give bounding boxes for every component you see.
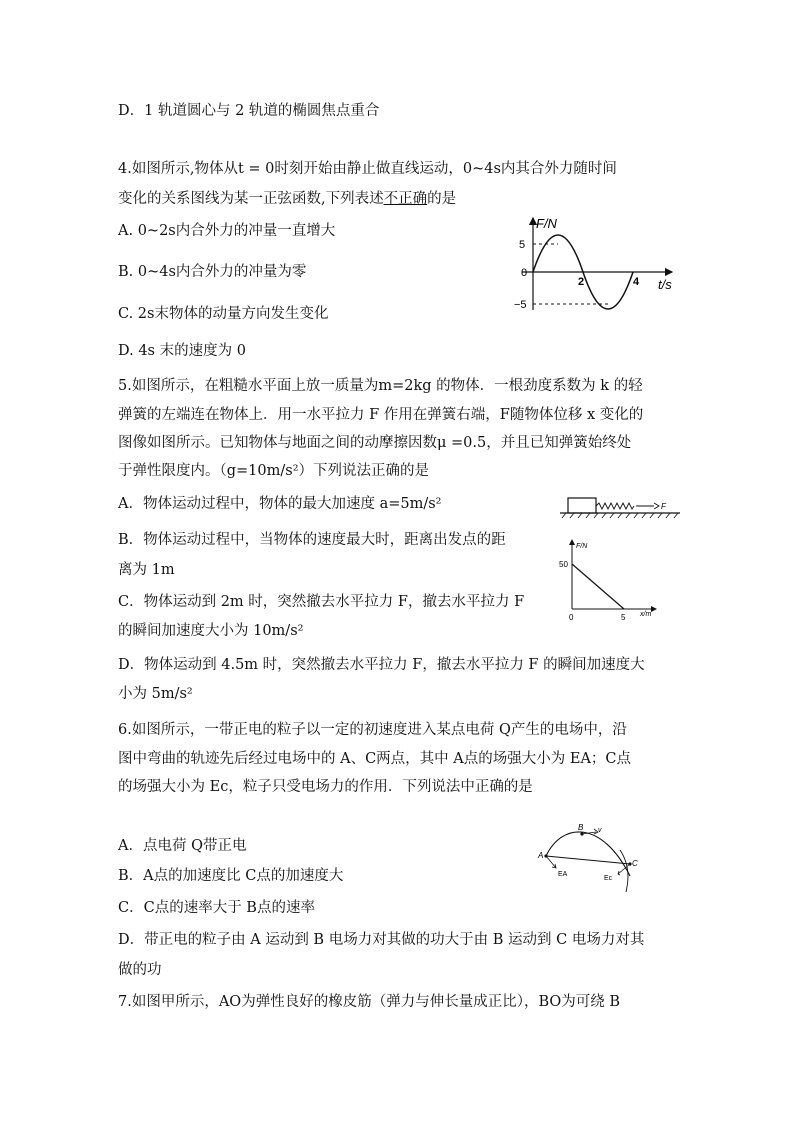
q6-option-d-line-1: D．带正电的粒子由 A 运动到 B 电场力对其做的功大于由 B 运动到 C 电场力对其 [118,932,645,948]
q5-option-a: A．物体运动过程中，物体的最大加速度 a=5m/s² [118,496,442,512]
q5-graph-x-zero: 0 [569,613,574,622]
q6-option-c: C．C点的速率大于 B点的速率 [118,900,315,916]
q4-graph-x-mid: 2 [578,276,585,288]
q6-label-c: C [632,859,638,868]
q5-graph-y-top: 50 [559,560,568,569]
q4-stem-text: 变化的关系图线为某一正弦函数,下列表述 [118,191,384,207]
q4-option-b: B. 0~4s内合外力的冲量为零 [118,264,307,280]
q4-stem-underlined: 不正确 [383,191,428,207]
q4-graph-xlabel: t/s [658,277,672,292]
q5-stem-line-3: 图像如图所示。已知物体与地面之间的动摩擦因数μ =0.5，并且已知弹簧始终处 [118,435,632,451]
q5-graph-xlabel: x/m [640,611,652,618]
q4-graph-y-bottom: −5 [514,299,527,311]
q6-label-ec: Ec [604,875,613,882]
q4-stem-line-2 [118,189,456,209]
q6-option-d-line-2: 做的功 [118,962,162,978]
q5-option-c-line-1: C．物体运动到 2m 时，突然撤去水平拉力 F，撤去水平拉力 F [118,594,525,610]
q4-option-d: D. 4s 末的速度为 0 [118,343,246,359]
q4-stem-tail: 的是 [427,191,457,207]
q6-label-a: A [538,851,544,860]
q5-option-c-line-2: 的瞬间加速度大小为 10m/s² [118,623,304,639]
q5-option-b-line-1: B．物体运动过程中，当物体的速度最大时，距离出发点的距 [118,532,506,548]
q6-stem-line-1: 6.如图所示，一带正电的粒子以一定的初速度进入某点电荷 Q产生的电场中，沿 [118,722,627,738]
q5-stem-line-4: 于弹性限度内。（g=10m/s²）下列说法正确的是 [118,463,430,479]
q4-graph-x-end: 4 [633,276,640,288]
q6-trajectory-figure [532,818,642,896]
q4-graph-y-zero: 0 [521,267,528,279]
q6-label-ea: EA [558,871,568,878]
q5-spring-force-label: F [661,502,666,511]
q5-stem-line-1: 5.如图所示，在粗糙水平面上放一质量为m=2kg 的物体．一根劲度系数为 k 的轻 [118,378,643,394]
q5-graph-x-end: 5 [621,613,626,622]
q6-option-b: B．A点的加速度比 C点的加速度大 [118,868,344,884]
q5-block-spring-figure [558,494,688,522]
q6-label-v: v [598,827,602,834]
q3-option-d: D．1 轨道圆心与 2 轨道的椭圆焦点重合 [118,103,380,119]
q4-option-a: A. 0~2s内合外力的冲量一直增大 [118,223,336,239]
q4-force-time-graph [500,212,690,320]
q5-option-d-line-1: D．物体运动到 4.5m 时，突然撤去水平拉力 F，撤去水平拉力 F 的瞬间加速度大 [118,657,645,673]
q5-option-d-line-2: 小为 5m/s² [118,686,193,702]
q4-graph-ylabel: F/N [536,216,557,231]
q5-force-displacement-graph [556,534,676,626]
q6-option-a: A．点电荷 Q带正电 [118,838,247,854]
q5-option-b-line-2: 离为 1m [118,562,175,578]
q7-stem-line-1: 7.如图甲所示，AO为弹性良好的橡皮筋（弹力与伸长量成正比），BO为可绕 B [118,994,621,1010]
q4-option-c: C. 2s末物体的动量方向发生变化 [118,306,329,322]
q4-stem-line-1: 4.如图所示,物体从t = 0时刻开始由静止做直线运动，0~4s内其合外力随时间 [118,161,617,177]
q6-stem-line-2: 图中弯曲的轨迹先后经过电场中的 A、C两点，其中 A点的场强大小为 EA；C点 [118,751,632,767]
q5-graph-ylabel: F/N [576,543,588,550]
q6-stem-line-3: 的场强大小为 Ec，粒子只受电场力的作用．下列说法中正确的是 [118,779,533,795]
q5-stem-line-2: 弹簧的左端连在物体上．用一水平拉力 F 作用在弹簧右端，F随物体位移 x 变化的 [118,407,644,423]
q6-label-b: B [578,823,584,832]
q4-graph-y-top: 5 [519,239,526,251]
